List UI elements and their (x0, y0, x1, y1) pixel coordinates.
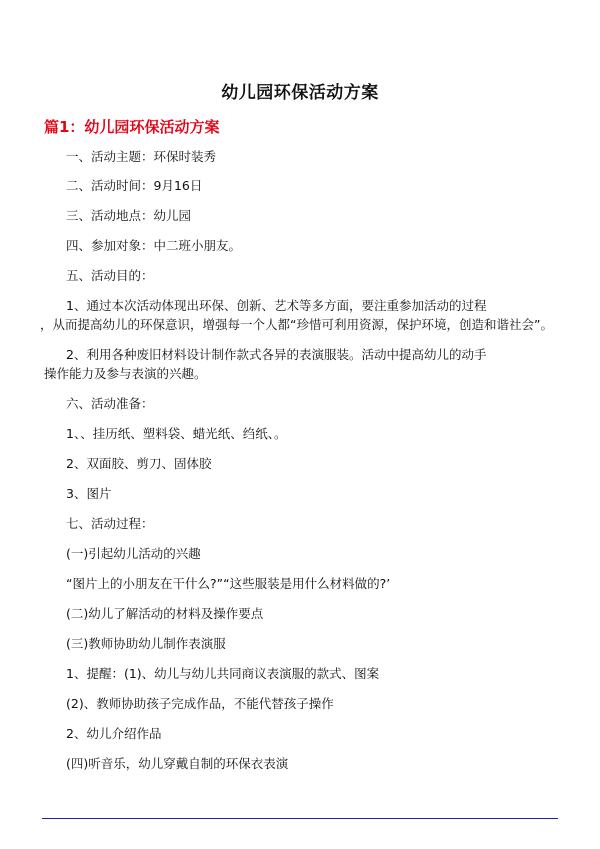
process-step-4: (四)听音乐，幼儿穿戴自制的环保衣表演 (66, 756, 289, 771)
process-step-3-introduce: 2、幼儿介绍作品 (66, 726, 162, 741)
process-step-1-quote: “图片上的小朋友在干什么?”“这些服装是用什么材料做的?’ (66, 576, 391, 591)
purpose-1-line-2: ，从而提高幼儿的环保意识，增强每一个人都“珍惜可利用资源，保护环境，创造和谐社会”。 (40, 317, 553, 332)
section-heading: 篇1：幼儿园环保活动方案 (44, 118, 220, 136)
preparation-heading: 六、活动准备： (66, 396, 154, 411)
preparation-3: 3、图片 (66, 486, 112, 501)
activity-theme: 一、活动主题：环保时装秀 (66, 149, 217, 164)
process-step-3: (三)教师协助幼儿制作表演服 (66, 636, 226, 651)
footer-divider (42, 818, 558, 819)
purpose-heading: 五、活动目的： (66, 268, 154, 283)
purpose-2-line-2: 操作能力及参与表演的兴趣。 (44, 366, 207, 381)
process-step-2: (二)幼儿了解活动的材料及操作要点 (66, 606, 264, 621)
activity-location: 三、活动地点：幼儿园 (66, 208, 192, 223)
participants: 四、参加对象：中二班小朋友。 (66, 238, 242, 253)
purpose-2-line-1: 2、利用各种废旧材料设计制作款式各异的表演服装。活动中提高幼儿的动手 (66, 347, 487, 362)
page-title: 幼儿园环保活动方案 (221, 83, 379, 103)
process-heading: 七、活动过程： (66, 516, 154, 531)
activity-time: 二、活动时间：9月16日 (66, 178, 203, 193)
process-step-1: (一)引起幼儿活动的兴趣 (66, 546, 201, 561)
process-step-3-assist: (2)、教师协助孩子完成作品，不能代替孩子操作 (66, 696, 334, 711)
purpose-1-line-1: 1、通过本次活动体现出环保、创新、艺术等多方面，要注重参加活动的过程 (66, 298, 487, 313)
process-step-3-reminder: 1、提醒：(1)、幼儿与幼儿共同商议表演服的款式、图案 (66, 666, 380, 681)
preparation-2: 2、双面胶、剪刀、固体胶 (66, 456, 212, 471)
preparation-1: 1、、挂历纸、塑料袋、蜡光纸、绉纸、。 (66, 426, 287, 441)
